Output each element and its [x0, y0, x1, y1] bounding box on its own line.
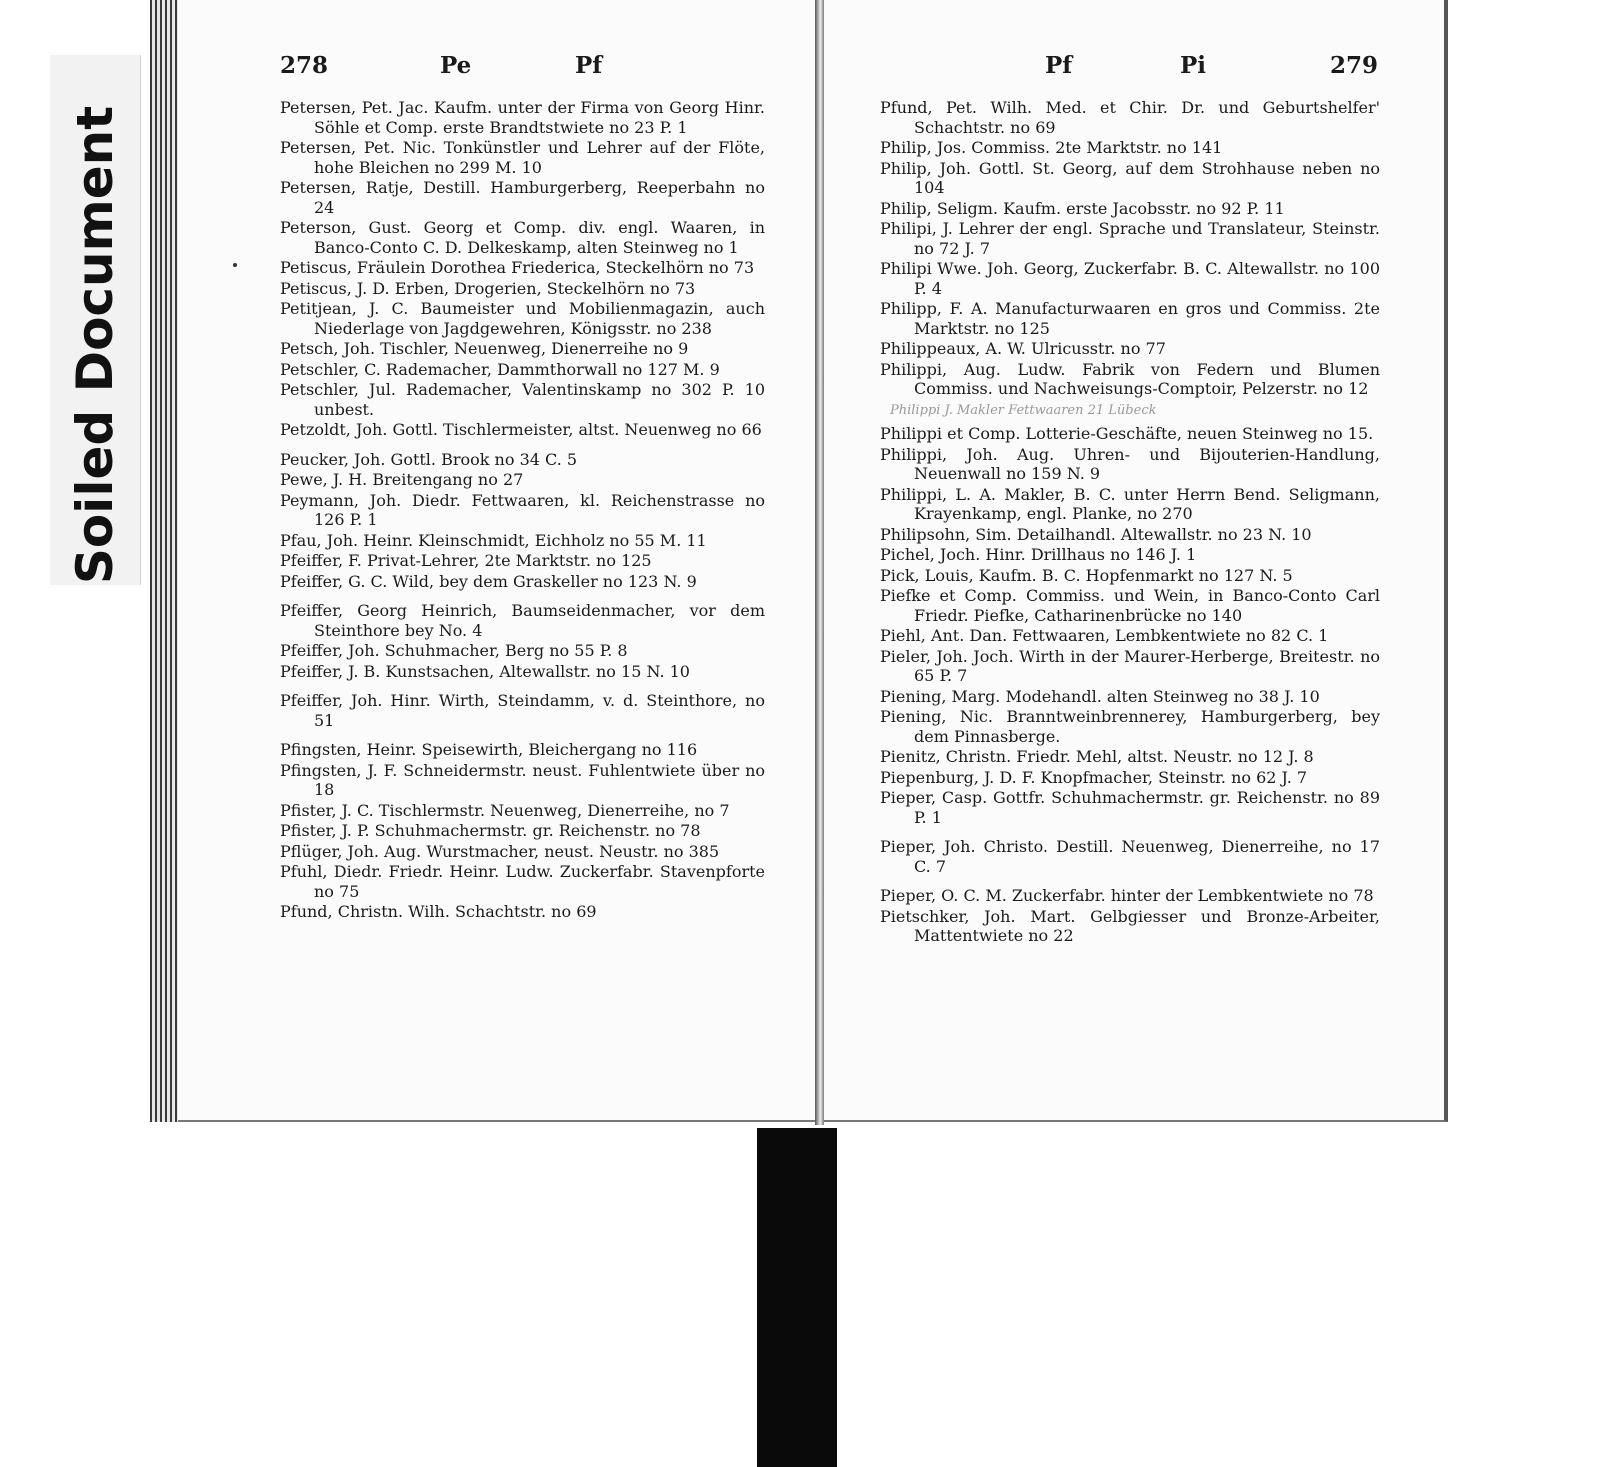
list-item: Petiscus, J. D. Erben, Drogerien, Steckelhörn no 73	[280, 278, 696, 298]
list-item: Pfeiffer, Joh. Schuhmacher, Berg no 55 P. 8	[280, 641, 628, 660]
list-item: Pfund, Pet. Wilh. Med. et Chir. Dr. und Geburtshelfer' Schachtstr. no 69	[880, 98, 1380, 137]
list-item: Pfeiffer, Georg Heinrich, Baumseidenmacher, vor dem Steinthore bey No. 4	[280, 601, 765, 640]
list-item: Pichel, Joch. Hinr. Drillhaus no 146 J. 1	[880, 545, 1197, 564]
list-item: Philippeaux, A. W. Ulricusstr. no 77	[880, 339, 1166, 358]
list-item: Pfister, J. C. Tischlermstr. Neuenweg, Dienerreihe, no 7	[280, 800, 730, 820]
list-item: Philipp, F. A. Manufacturwaaren en gros und Commiss. 2te Marktstr. no 125	[880, 299, 1380, 338]
right-header-2: Pi	[1180, 52, 1207, 79]
list-item: Piening, Nic. Branntweinbrennerey, Hamburgerberg, bey dem Pinnasberge.	[880, 707, 1380, 746]
left-page-number: 278	[280, 52, 329, 79]
tab-label: Soiled Document	[66, 105, 124, 585]
list-item: Philipsohn, Sim. Detailhandl. Altewallstr. no 23 N. 10	[880, 524, 1312, 544]
list-item: Petitjean, J. C. Baumeister und Mobilienmagazin, auch Niederlage von Jagdgewehren, Königsstr. no 238	[280, 299, 765, 338]
list-item: Peucker, Joh. Gottl. Brook no 34 C. 5	[280, 449, 578, 469]
list-item: Pieler, Joh. Joch. Wirth in der Maurer-Herberge, Breitestr. no 65 P. 7	[880, 646, 1380, 685]
list-item: Pfeiffer, Joh. Hinr. Wirth, Steindamm, v. d. Steinthore, no 51	[280, 691, 765, 730]
list-item: Pfeiffer, G. C. Wild, bey dem Graskeller no 123 N. 9	[280, 571, 697, 591]
list-item: Pfund, Christn. Wilh. Schachtstr. no 69	[280, 902, 597, 921]
left-header-2: Pf	[575, 52, 603, 79]
list-item: Pienitz, Christn. Friedr. Mehl, altst. Neustr. no 12 J. 8	[880, 747, 1314, 766]
list-item: Peterson, Gust. Georg et Comp. div. engl. Waaren, in Banco-Conto C. D. Delkeskamp, alten Steinweg no 1	[280, 218, 765, 257]
bookmark-ribbon	[757, 1128, 837, 1467]
list-item: Pfingsten, Heinr. Speisewirth, Bleichergang no 116	[280, 740, 698, 759]
page-edges	[150, 0, 178, 1122]
right-page-number: 279	[1330, 52, 1379, 79]
list-item: Pfingsten, J. F. Schneidermstr. neust. Fuhlentwiete über no 18	[280, 760, 765, 799]
list-item: Petersen, Pet. Jac. Kaufm. unter der Firma von Georg Hinr. Söhle et Comp. erste Brandtstwiete no 23 P. 1	[280, 98, 765, 137]
list-item: Petersen, Pet. Nic. Tonkünstler und Lehrer auf der Flöte, hohe Bleichen no 299 M. 10	[280, 138, 765, 177]
list-item: Piefke et Comp. Commiss. und Wein, in Banco-Conto Carl Friedr. Piefke, Catharinenbrücke no 140	[880, 586, 1380, 625]
list-item: Petschler, Jul. Rademacher, Valentinskamp no 302 P. 10 unbest.	[280, 380, 765, 419]
left-entries	[280, 98, 765, 923]
list-item: Peymann, Joh. Diedr. Fettwaaren, kl. Reichenstrasse no 126 P. 1	[280, 490, 765, 529]
list-item: Petiscus, Fräulein Dorothea Friederica, Steckelhörn no 73	[280, 258, 755, 277]
margin-mark	[233, 263, 237, 267]
list-item: Petsch, Joh. Tischler, Neuenweg, Dienerreihe no 9	[280, 339, 689, 358]
list-item: Pfeiffer, J. B. Kunstsachen, Altewallstr. no 15 N. 10	[280, 661, 690, 681]
list-item: Philippi, Joh. Aug. Uhren- und Bijouterien-Handlung, Neuenwall no 159 N. 9	[880, 444, 1380, 483]
left-header-1: Pe	[440, 52, 472, 79]
list-item: Pfister, J. P. Schuhmachermstr. gr. Reichenstr. no 78	[280, 821, 701, 840]
list-item: Philipi Wwe. Joh. Georg, Zuckerfabr. B. C. Altewallstr. no 100 P. 4	[880, 259, 1380, 298]
list-item: Pflüger, Joh. Aug. Wurstmacher, neust. Neustr. no 385	[280, 841, 720, 861]
list-item: Petersen, Ratje, Destill. Hamburgerberg, Reeperbahn no 24	[280, 178, 765, 217]
right-entries	[880, 98, 1380, 947]
list-item: Piepenburg, J. D. F. Knopfmacher, Steinstr. no 62 J. 7	[880, 767, 1308, 787]
list-item: Pieper, O. C. M. Zuckerfabr. hinter der Lembkentwiete no 78	[880, 886, 1374, 905]
list-item: Philipi, J. Lehrer der engl. Sprache und Translateur, Steinstr. no 72 J. 7	[880, 219, 1380, 258]
list-item: Philip, Joh. Gottl. St. Georg, auf dem Strohhause neben no 104	[880, 158, 1380, 197]
list-item: Petschler, C. Rademacher, Dammthorwall no 127 M. 9	[280, 359, 720, 379]
list-item: Pfau, Joh. Heinr. Kleinschmidt, Eichholz no 55 M. 11	[280, 530, 707, 550]
list-item: Pewe, J. H. Breitengang no 27	[280, 470, 524, 489]
list-item: Philippi, L. A. Makler, B. C. unter Herrn Bend. Seligmann, Krayenkamp, engl. Planke, no 270	[880, 484, 1380, 523]
list-item: Philip, Jos. Commiss. 2te Marktstr. no 141	[880, 138, 1223, 157]
list-item: Pfuhl, Diedr. Friedr. Heinr. Ludw. Zuckerfabr. Stavenpforte no 75	[280, 862, 765, 901]
list-item: Philippi, Aug. Ludw. Fabrik von Federn und Blumen Commiss. und Nachweisungs-Comptoir, Pelzerstr. no 12	[880, 359, 1380, 398]
document-tab	[50, 55, 141, 585]
list-item: Piehl, Ant. Dan. Fettwaaren, Lembkentwiete no 82 C. 1	[880, 626, 1329, 645]
handwritten-note: Philippi J. Makler Fettwaaren 21 Lübeck	[890, 402, 1157, 418]
list-item: Philip, Seligm. Kaufm. erste Jacobsstr. no 92 P. 11	[880, 198, 1285, 218]
list-item: Petzoldt, Joh. Gottl. Tischlermeister, altst. Neuenweg no 66	[280, 420, 762, 439]
list-item: Pick, Louis, Kaufm. B. C. Hopfenmarkt no 127 N. 5	[880, 565, 1293, 585]
book-gutter	[815, 0, 824, 1125]
list-item: Pieper, Joh. Christo. Destill. Neuenweg, Dienerreihe, no 17 C. 7	[880, 837, 1380, 876]
list-item: Pfeiffer, F. Privat-Lehrer, 2te Marktstr. no 125	[280, 551, 652, 570]
list-item: Piening, Marg. Modehandl. alten Steinweg no 38 J. 10	[880, 686, 1320, 706]
list-item: Pieper, Casp. Gottfr. Schuhmachermstr. gr. Reichenstr. no 89 P. 1	[880, 788, 1380, 827]
right-header-1: Pf	[1045, 52, 1073, 79]
list-item: Philippi et Comp. Lotterie-Geschäfte, neuen Steinweg no 15.	[880, 424, 1374, 443]
list-item: Pietschker, Joh. Mart. Gelbgiesser und Bronze-Arbeiter, Mattentwiete no 22	[880, 906, 1380, 945]
